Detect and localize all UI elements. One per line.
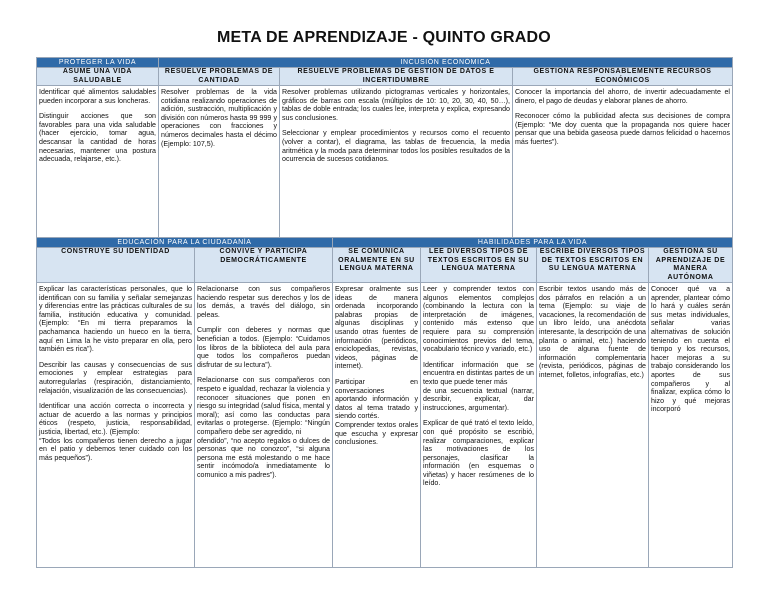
page-title: META DE APRENDIZAJE - QUINTO GRADO — [217, 29, 551, 46]
column-header: ESCRIBE DIVERSOS TIPOS DE TEXTOS ESCRITOS EN SU LENGUA MATERNA — [537, 248, 649, 283]
cell-paragraph: Identificar información que se encuentra en distintas partes de un texto que puede tener más de una secuencia textual (narrar, describir, explicar, dar instrucciones, argumentar). — [423, 360, 534, 412]
cell-paragraph: Identificar una acción correcta o incorrecta y actuar de acuerdo a las normas y principios éticos (respeto, justicia, responsabilidad, justicia, libertad, etc.). (Ejemplo: “Todos los compañeros tienen derecho a jugar en el patio y debemos tener cuidado con los más pequeños”). — [39, 402, 192, 462]
cell-paragraph: Expresar oralmente sus ideas de manera ordenada incorporando palabras propias de algunas disciplinas y usando otras fuentes de información (periódicos, enciclopedias, revistas, videos, páginas de internet). — [335, 285, 418, 371]
group-header-inclusion-economica: INCUSIÓN ECONÓMICA — [159, 58, 733, 68]
cell-paragraph: Relacionarse con sus compañeros con respeto e igualdad, rechazar la violencia y reconocer situaciones que ponen en riesgo su integridad (salud física, mental y moral); así como las conductas para evitarlas o protegerse. (Ejemplo: “Ningún compañero debe ser agredido, ni ofendido”, “no acepto regalos o dulces de personas que no conozco”, “si alguna persona me está molestando o me hace sentir incómodo/a inmediatamente lo comunico a mis padres”). — [197, 376, 330, 479]
cell-paragraph: Cumplir con deberes y normas que benefician a todos. (Ejemplo: “Cuidamos los libros de la biblioteca del aula para que todos los compañeros puedan disfrutar de su lectura”). — [197, 326, 330, 369]
cell-gestion-datos — [280, 86, 513, 239]
group-header-habilidades-vida: HABILIDADES PARA LA VIDA — [333, 238, 733, 248]
cell-paragraph: Describir las causas y consecuencias de sus emociones y emplear estrategias para autorregularlas (respiración, distanciamiento, relajación, visualización de las consecuencias). — [39, 360, 192, 395]
column-header: GESTIONA RESPONSABLEMENTE RECURSOS ECONÓMICOS — [513, 68, 733, 86]
cell-paragraph: Relacionarse con sus compañeros haciendo respetar sus derechos y los de los demás, a través del diálogo, sin peleas. — [197, 285, 330, 319]
group-header-proteger-la-vida: PROTEGER LA VIDA — [37, 58, 159, 68]
cell-problemas-cantidad — [159, 86, 280, 239]
cell-paragraph: Leer y comprender textos con algunos elementos complejos (combinando la lectura con la interpretación de imágenes, contenido más extenso que requiere para su comprensión conocimientos previos del tema, vocabulario técnico y variado, etc.) — [423, 285, 534, 354]
column-header: CONSTRUYE SU IDENTIDAD — [37, 248, 195, 283]
cell-identidad — [37, 283, 195, 568]
cell-paragraph: Participar en conversaciones aportando información y datos al tema tratado y siendo cortés. Comprender textos orales que escucha y expresar conclusiones. — [335, 377, 418, 447]
column-header: RESUELVE PROBLEMAS DE GESTIÓN DE DATOS E INCERTIDUMBRE — [280, 68, 513, 86]
cell-paragraph: Seleccionar y emplear procedimientos y recursos como el recuento (volver a contar), el diagrama, las tablas de frecuencia, la media aritmética y la moda para determinar todos los posibles resultados de la ocurrencia de sucesos cotidianos. — [282, 129, 510, 164]
cell-convive — [195, 283, 333, 568]
cell-escribe-textos — [537, 283, 649, 568]
learning-goals-table-1 — [36, 57, 733, 239]
cell-paragraph: Identificar qué alimentos saludables pueden incorporar a sus loncheras. — [39, 88, 156, 105]
cell-paragraph: Escribir textos usando más de dos párrafos en relación a un tema (Ejemplo: su viaje de vacaciones, la recomendación de un libro leído, una anécdota interesante, la descripción de una planta o animal, etc.) haciendo uso de alguna fuente de información complementaria (revista, periódicos, páginas de internet, folletos, infografías, etc.) — [539, 285, 646, 379]
cell-recursos-economicos — [513, 86, 733, 239]
cell-comunica-oral — [333, 283, 421, 568]
cell-vida-saludable — [37, 86, 159, 239]
cell-paragraph: Explicar de qué trató el texto leído, con qué propósito se escribió, realizar comparaciones, explicar las motivaciones de los personajes, clasificar la información (en esquemas o viñetas) y hacer resúmenes de lo leído. — [423, 419, 534, 488]
cell-paragraph: Resolver problemas de la vida cotidiana realizando operaciones de adición, sustracción, multiplicación y división con números hasta 99 999 y operaciones con fracciones y números decimales hasta el décimo (Ejemplo: 107,5). — [161, 88, 277, 148]
column-header: LEE DIVERSOS TIPOS DE TEXTOS ESCRITOS EN SU LENGUA MATERNA — [421, 248, 537, 283]
cell-paragraph: Conocer qué va a aprender, plantear cómo lo hará y cuáles serán sus metas individuales, señalar varias alternativas de solución teniendo en cuenta el tiempo y los recursos, hacer mejoras a su trabajo considerando los aportes de sus compañeros y al finalizar, explica cómo lo hizo y qué mejoras incorporó — [651, 285, 731, 414]
cell-paragraph: Resolver problemas utilizando pictogramas verticales y horizontales, gráficos de barras con escala (múltiplos de 10: 10, 20, 30, 40, 50…), tablas de doble entrada; los cuales lee, interpreta y explica, expresando sus conclusiones. — [282, 88, 510, 122]
cell-gestiona-aprendizaje — [649, 283, 733, 568]
column-header: GESTIONA SU APRENDIZAJE DE MANERA AUTÓNOMA — [649, 248, 733, 283]
group-header-educacion-ciudadania: EDUCACIÓN PARA LA CIUDADANÍA — [37, 238, 333, 248]
learning-goals-table-2 — [36, 237, 733, 568]
cell-paragraph: Conocer la importancia del ahorro, de invertir adecuadamente el dinero, el pago de deudas y elaborar planes de ahorro. — [515, 88, 731, 105]
cell-paragraph: Reconocer cómo la publicidad afecta sus decisiones de compra (Ejemplo: “Me doy cuenta que la propaganda nos quiere hacer pensar que una bebida gaseosa puede darnos felicidad o hacernos más fuertes”). — [515, 112, 731, 146]
column-header: CONVIVE Y PARTICIPA DEMOCRÁTICAMENTE — [195, 248, 333, 283]
column-header: ASUME UNA VIDA SALUDABLE — [37, 68, 159, 86]
cell-lee-textos — [421, 283, 537, 568]
column-header: SE COMUNICA ORALMENTE EN SU LENGUA MATERNA — [333, 248, 421, 283]
column-header: RESUELVE PROBLEMAS DE CANTIDAD — [159, 68, 280, 86]
cell-paragraph: Distinguir acciones que son favorables para una vida saludable (hacer ejercicio, tomar agua, descansar la cantidad de horas necesarias, mantener una postura adecuada, relajarse, etc.). — [39, 112, 156, 164]
cell-paragraph: Explicar las características personales, que lo identifican con su familia y señalar semejanzas y diferencias entre las prácticas culturales de su familia, institución educativa y comunidad. (Ejemplo: “En mi tierra preparamos la pachamanca haciendo un hueco en la tierra, aquí en Lima la he visto preparar en olla, pero también es rica”). — [39, 285, 192, 354]
